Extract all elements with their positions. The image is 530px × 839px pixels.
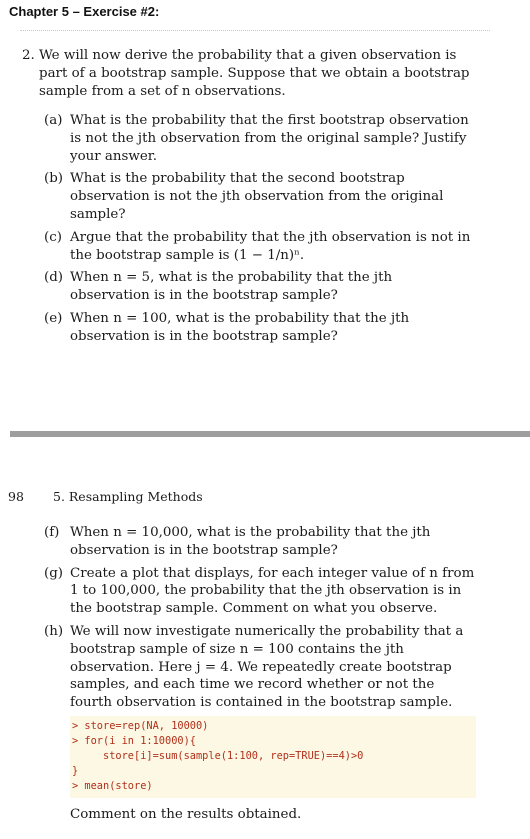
running-head: 5. Resampling Methods: [53, 489, 203, 504]
page-separator: [10, 431, 530, 437]
page-number: 98: [8, 489, 24, 504]
part-c: [44, 229, 476, 265]
part-e: [44, 310, 476, 346]
parts-list-page2: [44, 524, 476, 829]
part-text: When n = 10,000, what is the probability that the jth observation is in the bootstrap sample?: [70, 525, 431, 558]
code-line: > for(i in 1:10000){: [72, 734, 196, 747]
part-label: (e): [44, 310, 63, 326]
part-text: When n = 5, what is the probability that the jth observation is in the bootstrap sample?: [70, 270, 393, 304]
part-text: We will now investigate numerically the probability that a bootstrap sample of size n = 100 contains the jth observation. Here j = 4. We repeatedly create bootstrap samples, and each time we record whether or not the fourth observation is contained in the bootstrap sample.: [70, 623, 464, 711]
dotted-divider: [20, 30, 490, 33]
part-label: (g): [44, 565, 64, 581]
problem-number: 2.: [22, 48, 35, 63]
closing-instruction: Comment on the results obtained.: [70, 806, 302, 822]
code-line: store[i]=sum(sample(1:100, rep=TRUE)==4)>0: [72, 749, 364, 762]
part-text: What is the probability that the first bootstrap observation is not the jth observation from the original sample? Justify your answer.: [70, 113, 469, 164]
problem-intro: We will now derive the probability that a given observation is part of a bootstrap sample. Suppose that we obtain a bootstrap sample from a set of n observations.: [39, 48, 470, 99]
part-g: [44, 565, 476, 618]
page-header-title: Chapter 5 – Exercise #2:: [9, 4, 160, 19]
part-text: When n = 100, what is the probability that the jth observation is in the bootstrap sample?: [70, 310, 410, 344]
code-line: > mean(store): [72, 779, 153, 792]
part-label: (a): [44, 113, 63, 128]
part-label: (b): [44, 171, 64, 187]
part-label: (d): [44, 270, 64, 286]
problem-2: [22, 47, 477, 100]
part-label: (h): [44, 623, 64, 639]
part-b: [44, 170, 476, 223]
part-text: What is the probability that the second bootstrap observation is not the jth observation from the original sample?: [70, 171, 444, 222]
r-code-block: [70, 716, 476, 798]
part-f: [44, 524, 476, 560]
part-text: Create a plot that displays, for each integer value of n from 1 to 100,000, the probability that the jth observation is in the bootstrap sample. Comment on what you observe.: [70, 565, 475, 617]
part-a: [44, 112, 476, 165]
part-label: (f): [44, 525, 60, 540]
part-h: [44, 623, 476, 824]
code-line: }: [72, 764, 79, 777]
code-line: > store=rep(NA, 10000): [72, 719, 209, 732]
parts-list-page1: [44, 112, 476, 351]
part-text: Argue that the probability that the jth observation is not in the bootstrap sample is (1 − 1/n)ⁿ.: [70, 229, 471, 263]
part-d: [44, 269, 476, 305]
part-label: (c): [44, 229, 62, 245]
